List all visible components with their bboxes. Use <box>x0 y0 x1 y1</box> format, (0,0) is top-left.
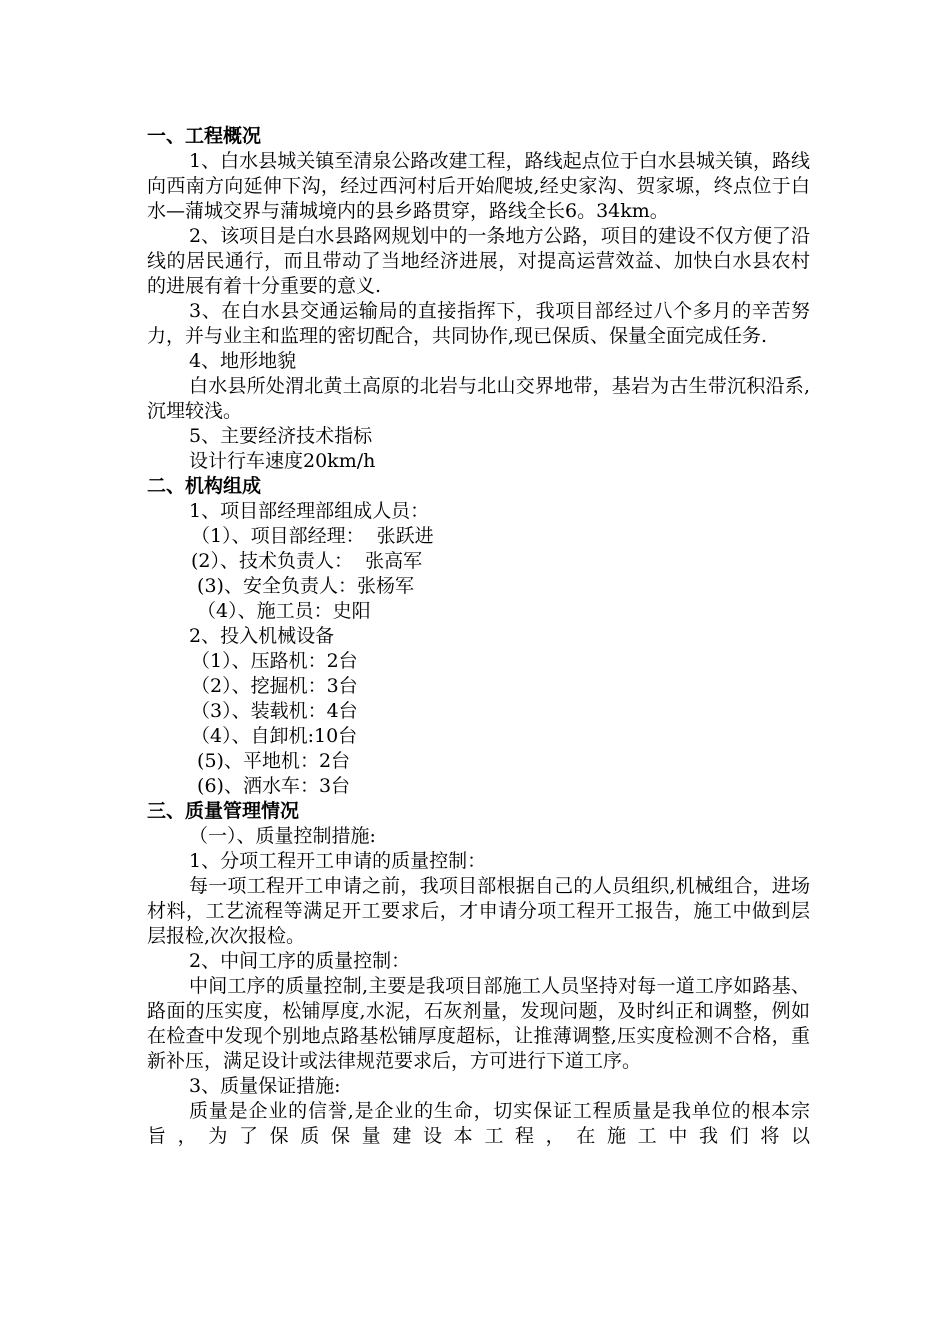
quality-item-body: 质量是企业的信誉,是企业的生命，切实保证工程质量是我单位的根本宗旨，为了保质保量建设本工程，在施工中我们将以 <box>147 1100 810 1147</box>
staff-item: （1）、项目部经理： 张跃进 <box>191 525 434 547</box>
staff-item: （4）、施工员：史阳 <box>191 600 371 622</box>
quality-subheading: （一）、质量控制措施: <box>189 825 376 847</box>
quality-item-title: 1、分项工程开工申请的质量控制： <box>189 850 487 872</box>
section-heading-overview: 一、工程概况 <box>147 125 262 147</box>
equipment-item: （1）、压路机：2台 <box>191 650 358 672</box>
paragraph-terrain-body: 白水县所处渭北黄土高原的北岩与北山交界地带，基岩为古生带沉积沿系,沉埋较浅。 <box>147 375 810 422</box>
equipment-item: （4）、自卸机:10台 <box>191 725 358 747</box>
quality-item-body: 每一项工程开工申请之前，我项目部根据自己的人员组织,机械组合，进场材料，工艺流程等满足开工要求后，才申请分项工程开工报告，施工中做到层层报检,次次报检。 <box>147 875 810 947</box>
equipment-list-title: 2、投入机械设备 <box>189 625 335 647</box>
paragraph-indicators-title: 5、主要经济技术指标 <box>189 425 373 447</box>
paragraph-indicators-body: 设计行车速度20km/h <box>189 450 376 472</box>
quality-item-body: 中间工序的质量控制,主要是我项目部施工人员坚持对每一道工序如路基、路面的压实度，松铺厚度,水泥，石灰剂量，发现问题，及时纠正和调整，例如在检查中发现个别地点路基松铺厚度超标，让推薄调整,压实度检测不合格，重新补压，满足设计或法律规范要求后，方可进行下道工序。 <box>147 975 810 1072</box>
staff-item: (2）、技术负责人： 张高军 <box>191 550 423 572</box>
paragraph-project-significance: 2、该项目是白水县路网规划中的一条地方公路，项目的建设不仅方便了沿线的居民通行，而且带动了当地经济进展，对提高运营效益、加快白水县农村的进展有着十分重要的意义. <box>147 225 810 297</box>
paragraph-project-route: 1、白水县城关镇至清泉公路改建工程，路线起点位于白水县城关镇，路线向西南方向延伸下沟，经过西河村后开始爬坡,经史家沟、贺家塬，终点位于白水—蒲城交界与蒲城境内的县乡路贯穿，路线全长6。34km。 <box>147 150 810 222</box>
staff-list-title: 1、项目部经理部组成人员： <box>189 500 430 522</box>
paragraph-terrain-title: 4、地形地貌 <box>189 350 297 372</box>
equipment-item: (5)、平地机：2台 <box>191 750 351 772</box>
quality-item-title: 3、质量保证措施: <box>189 1075 341 1097</box>
equipment-list <box>147 649 810 799</box>
section-heading-quality: 三、质量管理情况 <box>147 800 300 822</box>
section-heading-organization: 二、机构组成 <box>147 475 262 497</box>
equipment-item: （3）、装载机：4台 <box>191 700 358 722</box>
staff-item: (3)、安全负责人：张杨军 <box>191 575 414 597</box>
equipment-item: (6)、洒水车：3台 <box>191 775 351 797</box>
staff-list <box>147 524 810 624</box>
equipment-item: （2）、挖掘机：3台 <box>191 675 358 697</box>
quality-item-title: 2、中间工序的质量控制： <box>189 950 411 972</box>
paragraph-project-completion: 3、在白水县交通运输局的直接指挥下，我项目部经过八个多月的辛苦努力，并与业主和监理的密切配合，共同协作,现已保质、保量全面完成任务. <box>147 300 810 347</box>
